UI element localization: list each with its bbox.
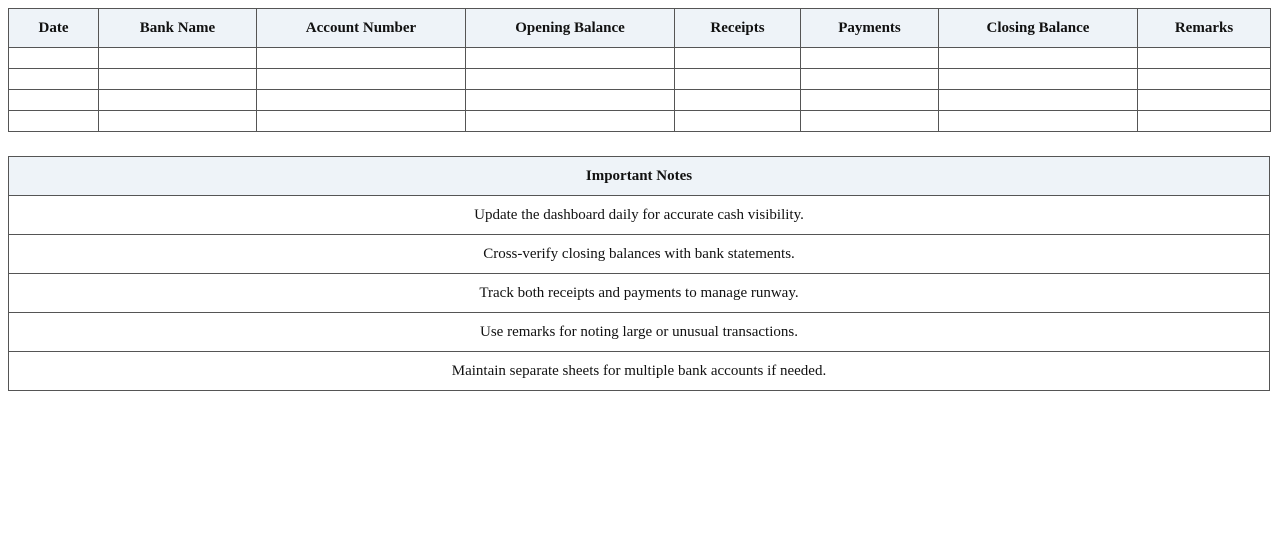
column-header-opening-balance: Opening Balance bbox=[466, 9, 675, 48]
table-cell[interactable] bbox=[801, 69, 939, 90]
column-header-account-number: Account Number bbox=[257, 9, 466, 48]
table-cell[interactable] bbox=[9, 69, 99, 90]
table-cell[interactable] bbox=[99, 69, 257, 90]
table-cell[interactable] bbox=[939, 69, 1138, 90]
bank-balance-table bbox=[8, 8, 1271, 132]
table-row bbox=[9, 90, 1271, 111]
table-header-row bbox=[9, 9, 1271, 48]
note-row bbox=[9, 313, 1270, 352]
note-row bbox=[9, 235, 1270, 274]
table-cell[interactable] bbox=[939, 111, 1138, 132]
table-cell[interactable] bbox=[257, 48, 466, 69]
table-cell[interactable] bbox=[801, 90, 939, 111]
table-cell[interactable] bbox=[466, 111, 675, 132]
note-row bbox=[9, 274, 1270, 313]
table-cell[interactable] bbox=[1138, 111, 1271, 132]
table-cell[interactable] bbox=[1138, 90, 1271, 111]
table-cell[interactable] bbox=[939, 48, 1138, 69]
column-header-date: Date bbox=[9, 9, 99, 48]
table-cell[interactable] bbox=[675, 111, 801, 132]
table-cell[interactable] bbox=[9, 48, 99, 69]
note-item: Maintain separate sheets for multiple bank accounts if needed. bbox=[9, 352, 1270, 391]
table-cell[interactable] bbox=[466, 48, 675, 69]
note-item: Update the dashboard daily for accurate cash visibility. bbox=[9, 196, 1270, 235]
table-cell[interactable] bbox=[466, 69, 675, 90]
table-row bbox=[9, 111, 1271, 132]
table-cell[interactable] bbox=[257, 111, 466, 132]
table-cell[interactable] bbox=[675, 48, 801, 69]
table-cell[interactable] bbox=[1138, 69, 1271, 90]
table-cell[interactable] bbox=[801, 48, 939, 69]
table-cell[interactable] bbox=[9, 90, 99, 111]
important-notes-table bbox=[8, 156, 1270, 391]
table-cell[interactable] bbox=[675, 69, 801, 90]
note-item: Cross-verify closing balances with bank statements. bbox=[9, 235, 1270, 274]
table-row bbox=[9, 69, 1271, 90]
table-cell[interactable] bbox=[99, 48, 257, 69]
column-header-payments: Payments bbox=[801, 9, 939, 48]
note-row bbox=[9, 196, 1270, 235]
note-item: Track both receipts and payments to manage runway. bbox=[9, 274, 1270, 313]
table-cell[interactable] bbox=[9, 111, 99, 132]
table-cell[interactable] bbox=[939, 90, 1138, 111]
table-cell[interactable] bbox=[1138, 48, 1271, 69]
note-row bbox=[9, 352, 1270, 391]
table-row bbox=[9, 48, 1271, 69]
column-header-bank-name: Bank Name bbox=[99, 9, 257, 48]
column-header-receipts: Receipts bbox=[675, 9, 801, 48]
table-cell[interactable] bbox=[675, 90, 801, 111]
table-cell[interactable] bbox=[466, 90, 675, 111]
table-cell[interactable] bbox=[257, 69, 466, 90]
table-cell[interactable] bbox=[257, 90, 466, 111]
table-cell[interactable] bbox=[99, 111, 257, 132]
note-item: Use remarks for noting large or unusual transactions. bbox=[9, 313, 1270, 352]
cash-dashboard-sheet bbox=[8, 8, 1270, 391]
column-header-closing-balance: Closing Balance bbox=[939, 9, 1138, 48]
table-cell[interactable] bbox=[99, 90, 257, 111]
notes-header-row bbox=[9, 157, 1270, 196]
table-cell[interactable] bbox=[801, 111, 939, 132]
column-header-remarks: Remarks bbox=[1138, 9, 1271, 48]
notes-title: Important Notes bbox=[9, 157, 1270, 196]
